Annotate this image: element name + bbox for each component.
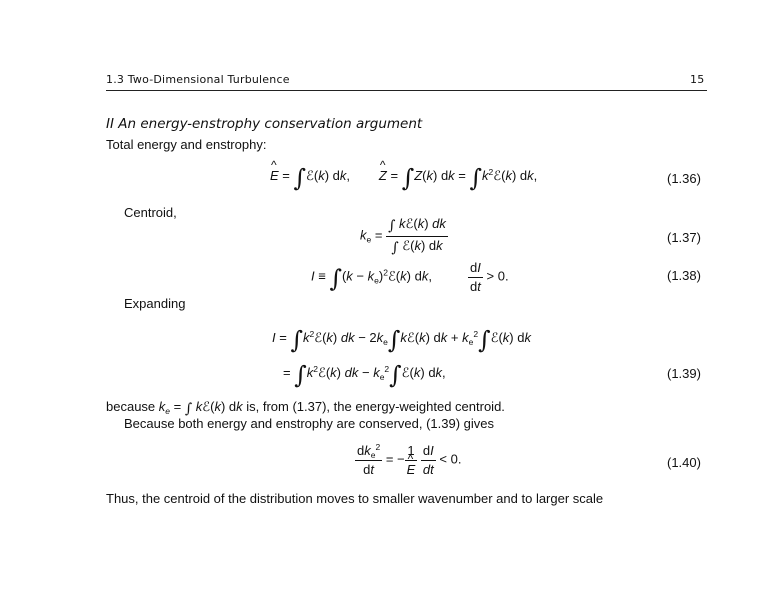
- equation-1-37: $k_e$ = $\frac{\text{∫ kℰ(k) dk}}{\text{∫ ℰ(k) dk}}$: [360, 216, 446, 256]
- paragraph-thus: Thus, the centroid of the distribution moves to smaller wavenumber and to larger scale: [106, 491, 604, 506]
- paragraph-expanding: Expanding: [124, 296, 186, 311]
- inline-math-ke: $k_e$ = ∫ kℰ(k) dk: [158, 399, 243, 417]
- equation-1-36: ^ E = ∫ℰ(k) dk, ^ Z = ∫Z(k) dk = $\int k^2ℰ(k)$ dk,: [270, 168, 537, 184]
- paragraph-total: Total energy and enstrophy:: [106, 137, 267, 152]
- paragraph-because: [106, 399, 505, 417]
- because-prefix: because: [106, 399, 159, 414]
- equation-number-1-36: (1.36): [667, 171, 701, 186]
- header-rule: [106, 90, 707, 91]
- equation-1-39-line1: $I = \int k^2ℰ(k)$ dk − $2k_e\int kℰ(k)$ dk + $k_e^2\int ℰ(k)$ dk: [272, 326, 531, 354]
- equation-1-38: $I \equiv \int(k - k_e)^2ℰ(k)$ dk, $\frac{dI}{dt}$ > 0.: [311, 260, 509, 294]
- equation-1-39-line2: = $\int k^2ℰ(k)$ dk − $k_e^2\int ℰ(k)$ dk,: [283, 361, 446, 389]
- running-header-section: 1.3 Two-Dimensional Turbulence: [106, 73, 290, 86]
- equation-number-1-39: (1.39): [667, 366, 701, 381]
- equation-number-1-38: (1.38): [667, 268, 701, 283]
- because-suffix: is, from (1.37), the energy-weighted centroid.: [242, 399, 505, 414]
- paragraph-conserved: Because both energy and enstrophy are conserved, (1.39) gives: [124, 416, 495, 431]
- paragraph-centroid: Centroid,: [124, 205, 177, 220]
- equation-number-1-37: (1.37): [667, 230, 701, 245]
- equation-number-1-40: (1.40): [667, 455, 701, 470]
- equation-1-40: $\frac{dk_e^2}{dt}$ = − 1 ^ E $\frac{dI}{dt}$ < 0.: [355, 443, 461, 477]
- page-number: 15: [690, 73, 705, 86]
- section-heading: II An energy-enstrophy conservation argument: [106, 116, 423, 132]
